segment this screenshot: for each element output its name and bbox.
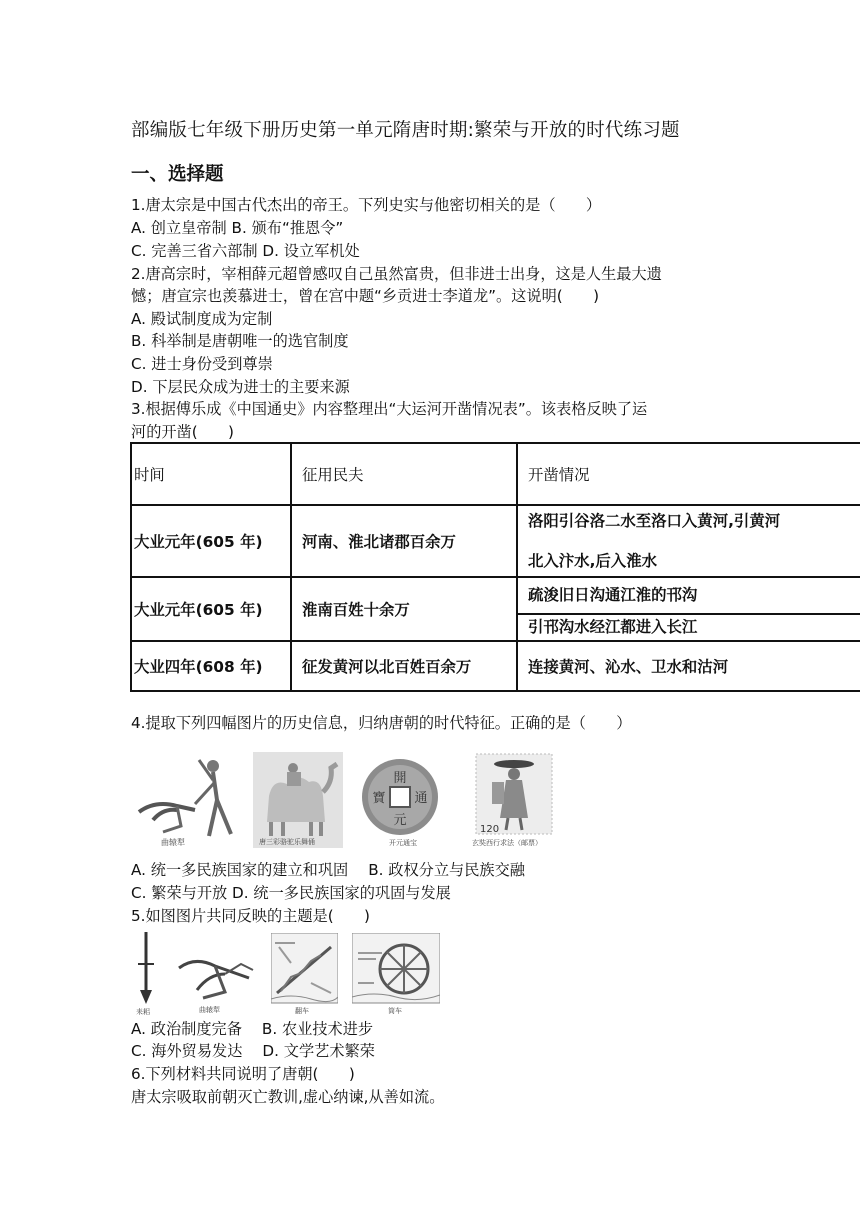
fanche-image (271, 933, 338, 1017)
q5-options-cd: C. 海外贸易发达 D. 文学艺术繁荣 (131, 1042, 375, 1060)
leisi-caption: 耒耜 (136, 1008, 150, 1016)
tricolor-camel-image (253, 752, 343, 848)
kaiyuan-coin-caption: 开元通宝 (389, 839, 417, 847)
canal-table (130, 442, 860, 692)
table-cell-time: 大业四年(608 年) (131, 641, 291, 691)
q2-option-c: C. 进士身份受到尊崇 (131, 355, 273, 373)
curved-plow-image-2 (175, 948, 257, 1016)
q6-stem: 6.下列材料共同说明了唐朝( ) (131, 1065, 355, 1083)
q1-options-cd: C. 完善三省六部制 D. 设立军机处 (131, 242, 360, 260)
q5-stem: 5.如图图片共同反映的主题是( ) (131, 907, 370, 925)
q2-option-d: D. 下层民众成为进士的主要来源 (131, 378, 350, 396)
stamp-value: 120 (480, 824, 500, 835)
coin-char-right: 通 (414, 791, 428, 806)
coin-char-top: 開 (393, 771, 407, 786)
tricolor-camel-caption: 唐三彩骆驼乐舞俑 (259, 838, 315, 846)
kaiyuan-coin-image (355, 755, 445, 847)
q4-options-ab: A. 统一多民族国家的建立和巩固 B. 政权分立与民族交融 (131, 861, 525, 879)
q4-stem: 4.提取下列四幅图片的历史信息，归纳唐朝的时代特征。正确的是（ ） (131, 714, 632, 732)
curved-plow-image (133, 750, 241, 850)
curved-plow-caption: 曲辕犁 (161, 838, 185, 847)
table-header-work: 开凿情况 (517, 443, 860, 505)
table-row (131, 505, 860, 577)
table-cell-work (517, 505, 860, 577)
table-cell-time: 大业元年(605 年) (131, 505, 291, 577)
tongche-caption: 筒车 (388, 1007, 402, 1015)
table-cell-work (517, 577, 860, 641)
q1-options-ab: A. 创立皇帝制 B. 颁布“推恩令” (131, 219, 344, 237)
q1-stem: 1.唐太宗是中国古代杰出的帝王。下列史实与他密切相关的是（ ） (131, 196, 602, 214)
section-heading: 一、选择题 (131, 164, 224, 185)
table-header-labor: 征用民夫 (291, 443, 517, 505)
curved-plow-caption-2: 曲辕犁 (199, 1006, 220, 1014)
q2-stem-line1: 2.唐高宗时，宰相薛元超曾感叹自己虽然富贵，但非进士出身，这是人生最大遗 (131, 265, 662, 283)
q4-options-cd: C. 繁荣与开放 D. 统一多民族国家的巩固与发展 (131, 884, 451, 902)
table-cell-work: 连接黄河、沁水、卫水和沽河 (517, 641, 860, 691)
table-cell-labor: 淮南百姓十余万 (291, 577, 517, 641)
table-cell-labor: 征发黄河以北百姓百余万 (291, 641, 517, 691)
q5-options-ab: A. 政治制度完备 B. 农业技术进步 (131, 1020, 374, 1038)
q3-stem-line2: 河的开凿( ) (131, 423, 234, 441)
xuanzang-stamp-caption: 玄奘西行求法（邮票） (472, 839, 542, 847)
document-title: 部编版七年级下册历史第一单元隋唐时期:繁荣与开放的时代练习题 (131, 120, 680, 141)
coin-char-bottom: 元 (393, 813, 407, 828)
work-line: 北入汴水,后入淮水 (528, 552, 657, 570)
work-line: 疏浚旧日沟通江淮的邗沟 (518, 578, 860, 615)
work-line: 洛阳引谷洛二水至洛口入黄河,引黄河 (528, 512, 781, 530)
q3-stem-line1: 3.根据傅乐成《中国通史》内容整理出“大运河开凿情况表”。该表格反映了运 (131, 400, 648, 418)
table-header-time: 时间 (131, 443, 291, 505)
table-cell-time: 大业元年(605 年) (131, 577, 291, 641)
q2-option-b: B. 科举制是唐朝唯一的选官制度 (131, 332, 349, 350)
q6-material: 唐太宗吸取前朝灭亡教训,虚心纳谏,从善如流。 (131, 1088, 445, 1106)
q2-option-a: A. 殿试制度成为定制 (131, 310, 273, 328)
table-row (131, 577, 860, 641)
tongche-image (352, 933, 440, 1017)
xuanzang-stamp-image (470, 752, 560, 848)
coin-char-left: 寶 (372, 791, 386, 806)
fanche-caption: 翻车 (295, 1007, 309, 1015)
table-header-row (131, 443, 860, 505)
leisi-image (132, 930, 162, 1016)
q2-stem-line2: 憾；唐宣宗也羡慕进士，曾在宫中题“乡贡进士李道龙”。这说明( ) (131, 287, 600, 305)
work-line: 引邗沟水经江都进入长江 (528, 618, 698, 636)
table-row (131, 641, 860, 691)
table-cell-labor: 河南、淮北诸郡百余万 (291, 505, 517, 577)
